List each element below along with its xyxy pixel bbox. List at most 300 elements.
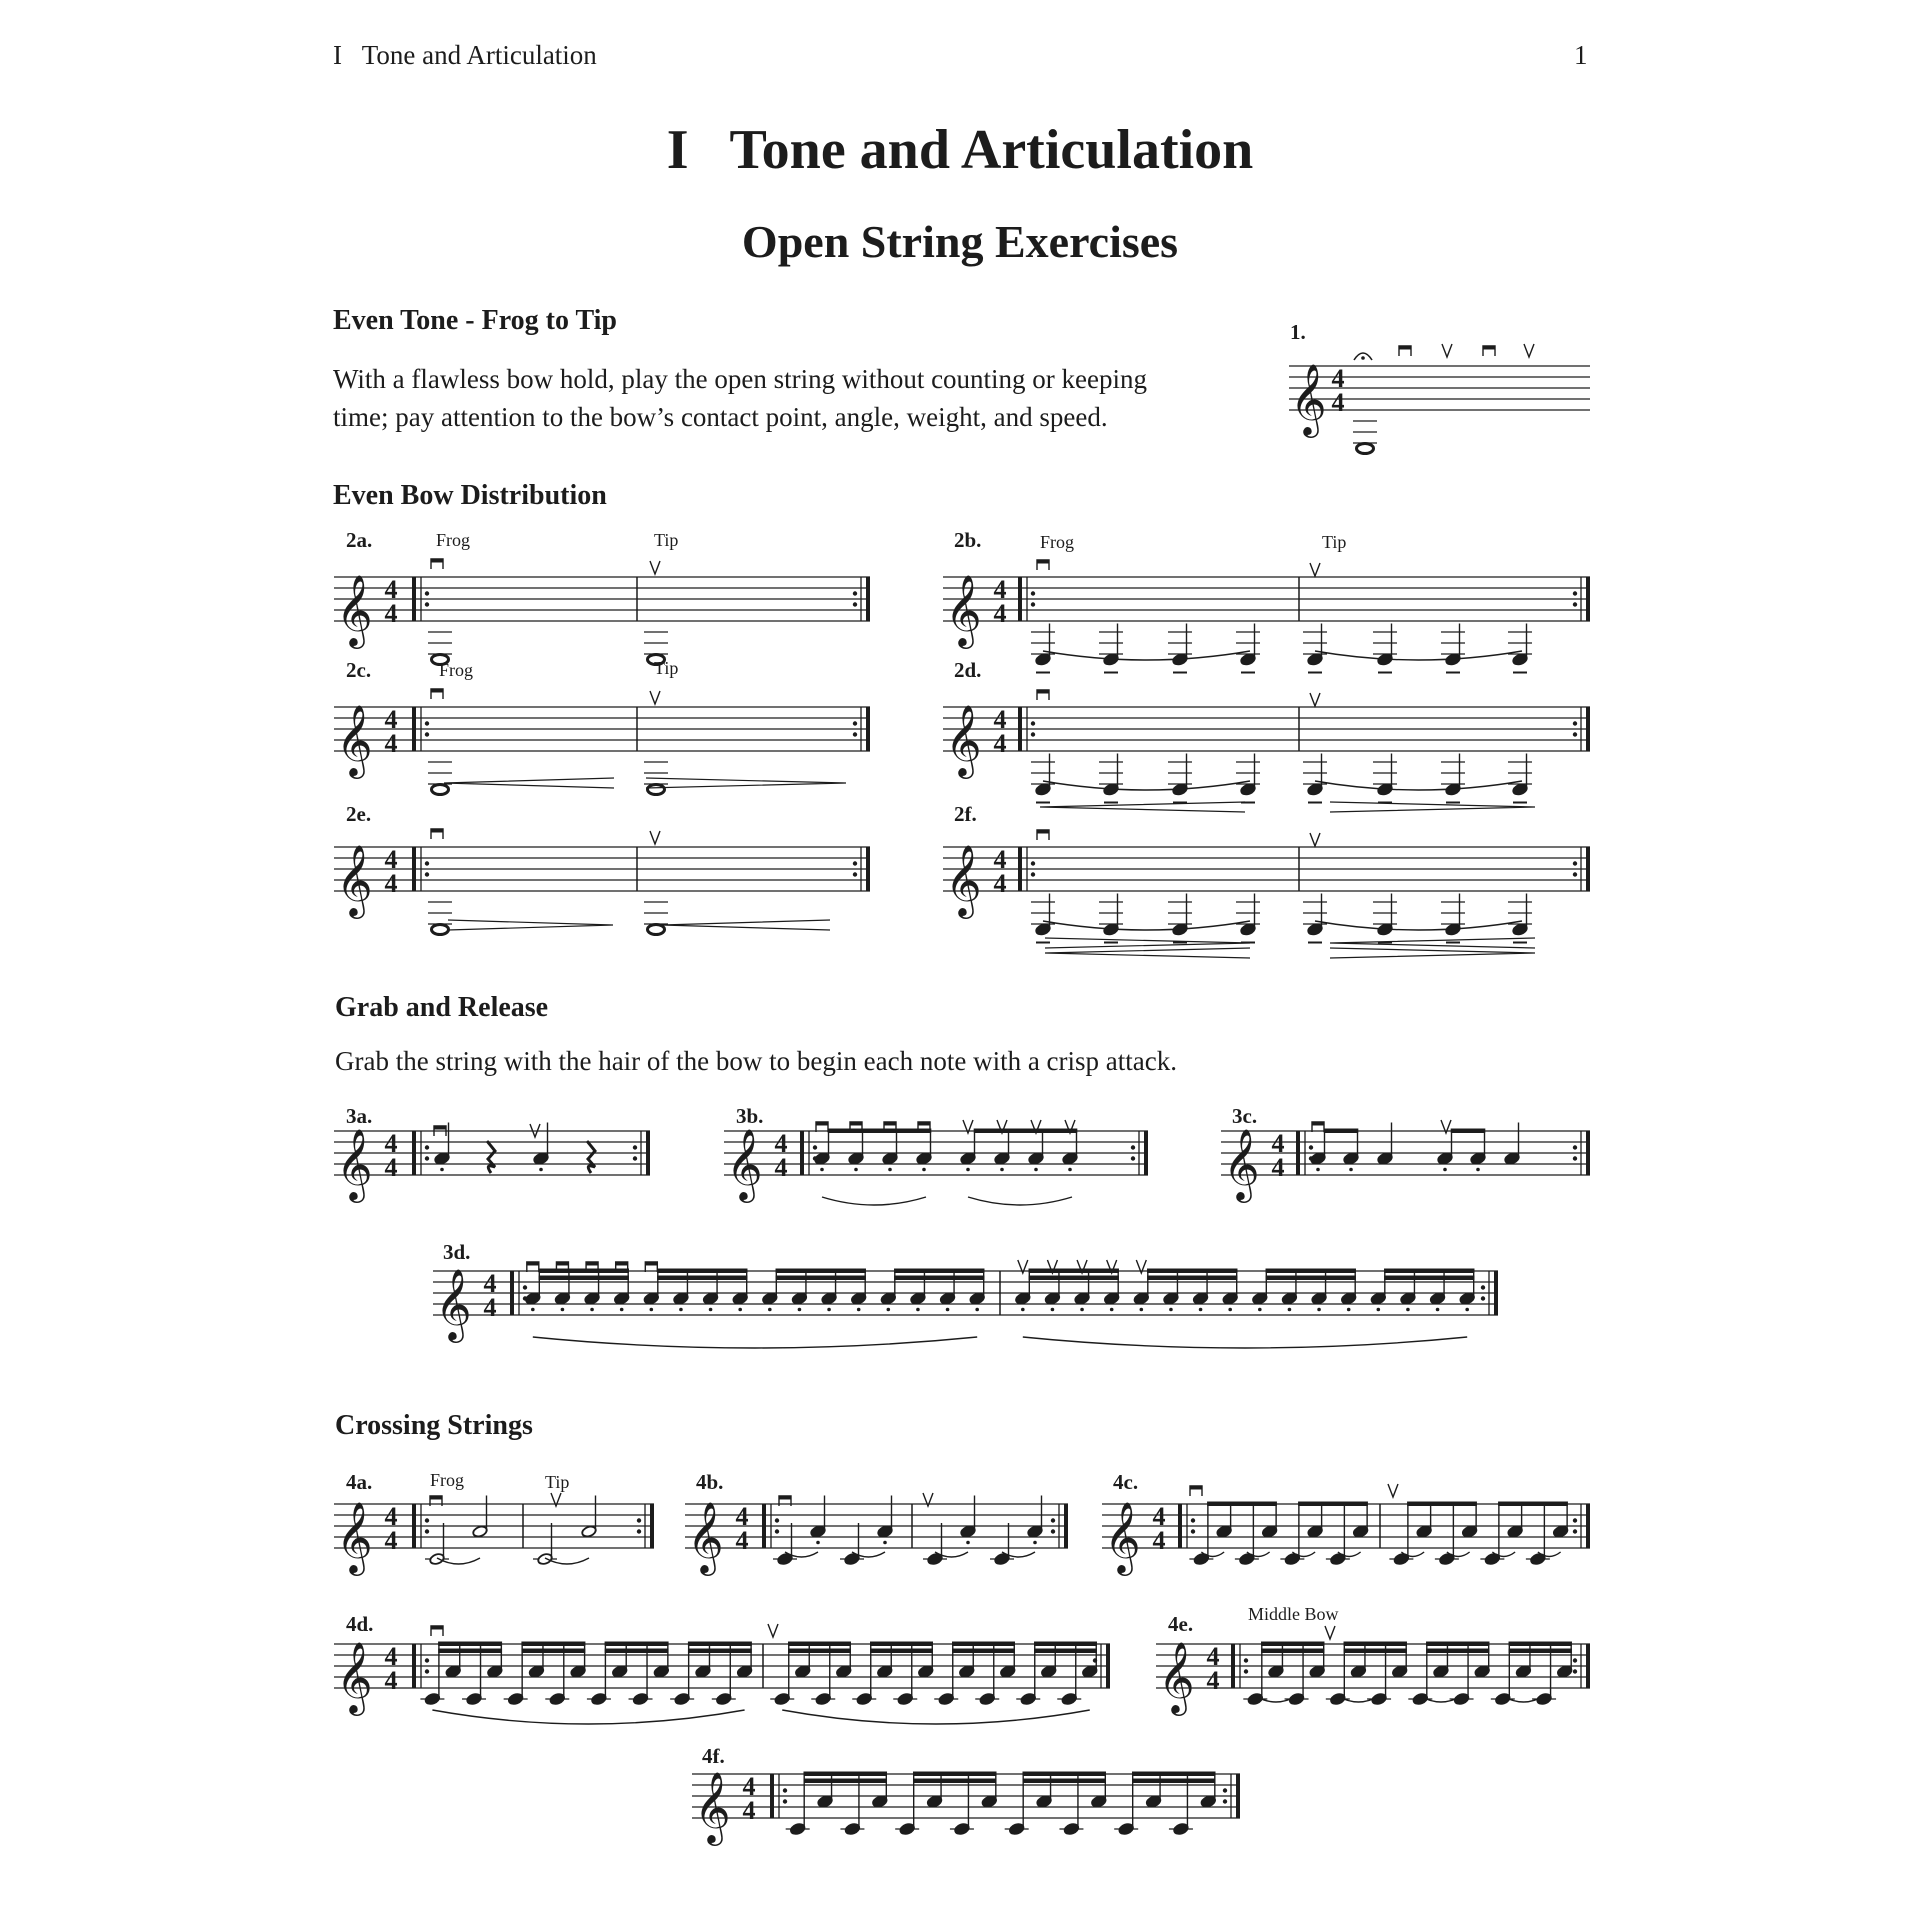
time-signature-top: 4 [735,1502,749,1531]
beam [870,1642,933,1647]
time-signature-top: 4 [384,1502,398,1531]
repeat-start-thick [1018,847,1022,891]
up-bow-mark [650,831,660,844]
staccato-dot [738,1308,742,1312]
quarter-note-head [591,1692,607,1705]
time-signature-bottom: 4 [1206,1666,1220,1695]
treble-clef: 𝄞 [1223,1131,1260,1199]
quarter-note-head [1020,1692,1036,1705]
quarter-note-head [939,1292,955,1305]
quarter-note-head [882,1152,898,1165]
treble-clef: 𝄞 [336,577,373,645]
up-bow-mark [1310,693,1320,706]
crescendo-hairpin [444,778,614,788]
quarter-note-head [836,1665,852,1678]
time-signature-top: 4 [384,705,398,734]
quarter-note-head [1515,1665,1531,1678]
quarter-note-head [877,1525,893,1538]
quarter-note-head [1343,1152,1359,1165]
repeat-end-thick [1064,1504,1068,1548]
repeat-dot [853,721,857,725]
down-bow-mark-bar [1483,346,1495,350]
quarter-note-head [487,1665,503,1678]
repeat-dot [1131,1145,1135,1149]
quarter-note-head [897,1692,913,1705]
time-signature-bottom: 4 [384,729,398,758]
slur [1315,781,1522,790]
treble-clef: 𝄞 [1158,1644,1195,1712]
exercise-label: 3b. [736,1104,764,1128]
quarter-note-head [653,1665,669,1678]
repeat-dot [783,1788,787,1792]
quarter-note-head [1310,1152,1326,1165]
heading-crossing: Crossing Strings [335,1410,533,1441]
staccato-dot [1034,1168,1038,1172]
beam [1384,1269,1474,1274]
heading-even-bow: Even Bow Distribution [333,480,607,511]
down-bow-mark-bar [527,1262,539,1266]
beam [1344,1649,1407,1654]
repeat-dot [637,1518,641,1522]
repeat-start-thick [770,1774,774,1818]
staccato-dot [1476,1168,1480,1172]
repeat-dot [775,1518,779,1522]
treble-clef: 𝄞 [687,1504,724,1572]
repeat-start-thick [1018,707,1022,751]
repeat-dot [1573,732,1577,736]
repeat-end-thick [1586,1131,1590,1175]
repeat-start-thick [762,1504,766,1548]
beam [1132,1772,1216,1777]
quarter-note-head [954,1822,970,1835]
quarter-note-head [918,1665,934,1678]
up-bow-mark [650,691,660,704]
frog-marking: Frog [439,660,474,680]
quarter-note-head [1370,1292,1386,1305]
quarter-note-head [762,1292,778,1305]
quarter-note-head [445,1665,461,1678]
quarter-note-head [1192,1292,1208,1305]
down-bow-mark-bar [918,1122,930,1126]
time-signature-bottom: 4 [742,1796,756,1825]
quarter-note-head [1484,1552,1500,1565]
beam [952,1649,1015,1654]
even-tone-text-line2: time; pay attention to the bow’s contact point, angle, weight, and speed. [333,402,1108,432]
slur [1043,651,1250,660]
quarter-note-head [856,1692,872,1705]
repeat-dot [1573,1156,1577,1160]
staccato-dot [1000,1168,1004,1172]
quarter-note-head [1173,1822,1189,1835]
quarter-note-head [1015,1292,1031,1305]
down-bow-mark-bar [1037,560,1049,564]
quarter-note-head [1504,1152,1520,1165]
repeat-dot [523,1285,527,1289]
down-bow-mark-bar [431,1626,443,1630]
repeat-dot [425,1518,429,1522]
quarter-note-head [899,1822,915,1835]
exercise-label: 2b. [954,528,982,552]
repeat-end-thick [1586,1504,1590,1548]
time-signature-top: 4 [384,1642,398,1671]
quarter-note-head [1193,1552,1209,1565]
time-signature-top: 4 [483,1269,497,1298]
quarter-note-head [960,1525,976,1538]
exercise-label: 3c. [1232,1104,1258,1128]
quarter-note-head [673,1292,689,1305]
quarter-note-head [791,1292,807,1305]
exercise-label: 4e. [1168,1612,1194,1636]
tip-marking: Tip [654,530,679,550]
repeat-start-thick [1231,1644,1235,1688]
quarter-note-head [1437,1152,1453,1165]
quarter-note-head [1416,1525,1432,1538]
up-bow-mark [650,561,660,574]
repeat-dot [1031,591,1035,595]
staccato-dot [1347,1308,1351,1312]
quarter-note-head [533,1152,549,1165]
exercise-label: 3d. [443,1240,471,1264]
slur [1023,1337,1467,1348]
beam [1266,1276,1356,1281]
diminuendo-hairpin [646,778,846,788]
repeat-end-thick [866,577,870,621]
staccato-dot [1169,1308,1173,1312]
beam [521,1642,585,1647]
beam [1029,1276,1119,1281]
repeat-dot [813,1145,817,1149]
beam [788,1642,851,1647]
down-bow-mark-bar [779,1496,791,1500]
fermata-dot [1361,356,1365,360]
staccato-dot [916,1308,920,1312]
quarter-note-head [795,1665,811,1678]
quarter-note-head [736,1665,752,1678]
beam [1498,1502,1568,1507]
crescendo-hairpin [1045,948,1250,958]
quarter-note-head [1145,1795,1161,1808]
staccato-dot [768,1308,772,1312]
repeat-end-thick [1144,1131,1148,1175]
beam [1324,1129,1358,1134]
even-tone-text-line1: With a flawless bow hold, play the open string without counting or keeping [333,364,1148,394]
staccato-dot [966,1168,970,1172]
repeat-dot [1573,602,1577,606]
beam [828,1129,931,1134]
repeat-dot [1223,1799,1227,1803]
staccato-dot [679,1308,683,1312]
quarter-note-head [643,1292,659,1305]
beam [913,1772,997,1777]
staccato-dot [620,1308,624,1312]
time-signature-top: 4 [993,575,1007,604]
treble-clef: 𝄞 [336,1504,373,1572]
down-bow-mark-bar [586,1262,598,1266]
up-bow-mark [1388,1484,1398,1497]
quarter-note-head [1240,653,1256,666]
up-bow-mark [1325,1626,1335,1639]
down-bow-mark-bar [1312,1122,1324,1126]
quarter-note-head [424,1692,440,1705]
staccato-dot [883,1541,887,1545]
beam [1266,1269,1356,1274]
quarter-note-head [821,1292,837,1305]
exercise-label: 2f. [954,802,977,826]
staccato-dot [1068,1168,1072,1172]
time-signature-bottom: 4 [1331,388,1345,417]
time-signature-bottom: 4 [384,1526,398,1555]
repeat-dot [425,861,429,865]
repeat-start-thick [800,1131,804,1175]
beam [1407,1502,1477,1507]
time-signature-top: 4 [1206,1642,1220,1671]
repeat-dot [1573,1529,1577,1533]
exercise-label: 2d. [954,658,982,682]
repeat-dot [425,591,429,595]
treble-clef: 𝄞 [336,847,373,915]
staccato-dot [1288,1308,1292,1312]
treble-clef: 𝄞 [336,707,373,775]
treble-clef: 𝄞 [945,847,982,915]
time-signature-top: 4 [742,1772,756,1801]
quarter-note-head [1035,653,1051,666]
quarter-note-head [1163,1292,1179,1305]
repeat-dot [1191,1518,1195,1522]
down-bow-mark-bar [884,1122,896,1126]
repeat-dot [1573,1518,1577,1522]
quarter-note-head [1074,1292,1090,1305]
exercise-label: 4b. [696,1470,724,1494]
time-signature-bottom: 4 [735,1526,749,1555]
repeat-end-thick [1494,1271,1498,1315]
beam [539,1276,629,1281]
exercise-label: 4f. [702,1744,725,1768]
staccato-dot [1349,1168,1353,1172]
repeat-dot [1051,1529,1055,1533]
slur [432,1710,744,1724]
quarter-note-head [981,1795,997,1808]
exercise-label: 3a. [346,1104,373,1128]
staccato-dot [1051,1308,1055,1312]
repeat-dot [1573,861,1577,865]
beam [1147,1276,1237,1281]
quarter-note-head [1222,1292,1238,1305]
repeat-dot [1191,1529,1195,1533]
repeat-dot [1309,1145,1313,1149]
time-signature-bottom: 4 [483,1293,497,1322]
repeat-end-thick [1586,847,1590,891]
down-bow-mark-bar [556,1262,568,1266]
staccato-dot [1199,1308,1203,1312]
down-bow-mark-bar [1037,830,1049,834]
quarter-note-head [732,1292,748,1305]
repeat-end-thick [646,1131,650,1175]
quarter-note-head [508,1692,524,1705]
staccato-dot [561,1308,565,1312]
down-bow-mark-bar [645,1262,657,1266]
quarter-note-head [1429,1292,1445,1305]
repeat-dot [425,1669,429,1673]
time-signature-bottom: 4 [774,1153,788,1182]
beam [1034,1649,1097,1654]
repeat-dot [1051,1518,1055,1522]
slur [822,1197,926,1205]
quarter-note-head [1353,1525,1369,1538]
beam [1207,1502,1277,1507]
quarter-note-head [1091,1795,1107,1808]
quarter-note-head [880,1292,896,1305]
whole-note [648,785,665,795]
beam [1426,1642,1489,1647]
down-bow-mark-bar [1399,346,1411,350]
staccato-dot [1377,1308,1381,1312]
staccato-dot [1033,1541,1037,1545]
down-bow-mark-bar [850,1122,862,1126]
quarter-note-head [1240,923,1256,936]
repeat-dot [1244,1669,1248,1673]
treble-clef: 𝄞 [945,577,982,645]
quarter-note-head [959,1665,975,1678]
down-bow-mark-bar [434,1126,446,1130]
quarter-rest [587,1141,595,1173]
quarter-note-head [1377,1152,1393,1165]
treble-clef: 𝄞 [945,707,982,775]
staccato-dot [827,1308,831,1312]
staccato-dot [922,1168,926,1172]
repeat-dot [425,1156,429,1160]
quarter-note-head [872,1795,888,1808]
up-bow-mark [1524,344,1534,357]
quarter-note-head [570,1665,586,1678]
quarter-note-head [1512,783,1528,796]
quarter-note-head [466,1692,482,1705]
quarter-note-head [612,1665,628,1678]
time-signature-top: 4 [993,705,1007,734]
staccato-dot [1443,1168,1447,1172]
repeat-end-thick [866,847,870,891]
beam [1029,1269,1119,1274]
time-signature-bottom: 4 [384,1153,398,1182]
repeat-dot [1031,721,1035,725]
beam [605,1642,669,1647]
staccato-dot [1406,1308,1410,1312]
quarter-note-head [790,1822,806,1835]
quarter-note-head [702,1292,718,1305]
staccato-dot [709,1308,713,1312]
quarter-note-head [938,1692,954,1705]
quarter-note-head [1041,1665,1057,1678]
tip-marking: Tip [545,1472,570,1492]
half-note-head [537,1552,553,1565]
whole-note [432,925,449,935]
repeat-dot [1573,1669,1577,1673]
beam [1298,1502,1368,1507]
repeat-dot [1573,872,1577,876]
quarter-note-head [1028,1152,1044,1165]
staccato-dot [440,1168,444,1172]
quarter-note-head [1262,1525,1278,1538]
repeat-dot [1031,602,1035,606]
repeat-dot [775,1529,779,1533]
quarter-note-head [1512,923,1528,936]
beam [688,1649,752,1654]
beam [1509,1642,1572,1647]
staccato-dot [975,1308,979,1312]
quarter-note-head [1027,1525,1043,1538]
repeat-dot [1573,1145,1577,1149]
up-bow-mark [768,1624,778,1637]
quarter-rest [487,1141,495,1173]
treble-clef: 𝄞 [336,1644,373,1712]
whole-note [648,925,665,935]
quarter-note-head [1350,1665,1366,1678]
exercise-label: 2a. [346,528,373,552]
repeat-start-thick [412,1644,416,1688]
quarter-note-head [1252,1292,1268,1305]
time-signature-top: 4 [774,1129,788,1158]
repeat-start-thick [1018,577,1022,621]
repeat-dot [1573,591,1577,595]
quarter-note-head [1062,1152,1078,1165]
repeat-dot [425,732,429,736]
beam [1509,1649,1572,1654]
repeat-dot [853,861,857,865]
beam [776,1276,866,1281]
repeat-start-thick [412,1131,416,1175]
beam [688,1642,752,1647]
staccato-dot [857,1308,861,1312]
staccato-dot [590,1308,594,1312]
repeat-dot [1481,1296,1485,1300]
slur [782,1710,1090,1724]
time-signature-top: 4 [384,1129,398,1158]
repeat-end-thick [1586,1644,1590,1688]
section-title: Open String Exercises [741,216,1179,267]
time-signature-top: 4 [1331,364,1345,393]
quarter-note-head [1307,1525,1323,1538]
repeat-dot [853,591,857,595]
staccato-dot [1080,1308,1084,1312]
beam [913,1779,997,1784]
quarter-note-head [774,1692,790,1705]
beam [1344,1642,1407,1647]
repeat-dot [1481,1285,1485,1289]
whole-note [648,655,665,665]
diminuendo-hairpin [448,920,613,930]
staccato-dot [1465,1308,1469,1312]
beam [1261,1649,1324,1654]
quarter-note-head [1133,1292,1149,1305]
repeat-dot [425,1145,429,1149]
quarter-note-head [1311,1292,1327,1305]
up-bow-mark [1310,833,1320,846]
quarter-note-head [916,1152,932,1165]
beam [803,1779,887,1784]
crescendo-hairpin [662,920,830,930]
quarter-note-head [1061,1692,1077,1705]
time-signature-bottom: 4 [384,599,398,628]
beam [1022,1779,1106,1784]
exercise-label: 1. [1290,320,1306,344]
diminuendo-hairpin [1330,948,1535,958]
quarter-note-head [851,1292,867,1305]
quarter-note-head [1284,1552,1300,1565]
treble-clef: 𝄞 [1290,366,1327,434]
slur [1315,651,1522,660]
repeat-dot [637,1529,641,1533]
half-note-head [472,1525,488,1538]
repeat-start-thick [412,847,416,891]
